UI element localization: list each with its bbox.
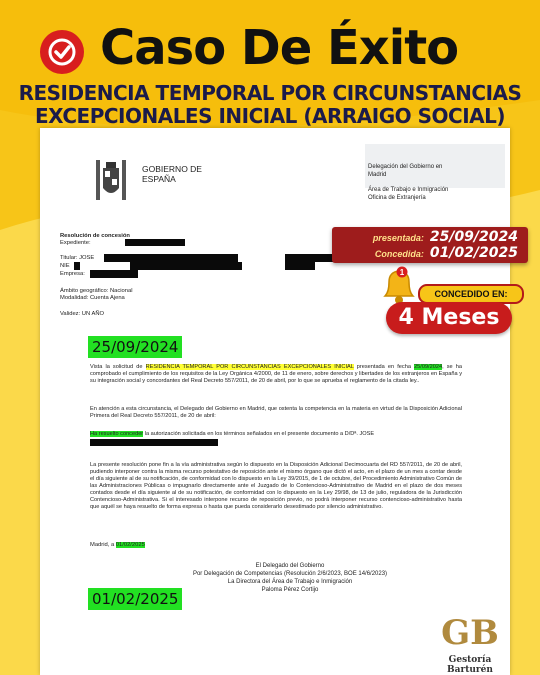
presentada-date: 25/09/2024 (429, 229, 518, 245)
redaction-bar (90, 439, 218, 446)
gov-label: GOBIERNO DE ESPAÑA (142, 164, 202, 184)
expediente-label: Expediente: (60, 240, 91, 246)
presentada-date-highlight: 25/09/2024 (88, 336, 182, 358)
redaction-bar (125, 239, 185, 246)
redaction-bar (74, 262, 80, 270)
paragraph-atencion: En atención a esta circunstancia, el Delegado del Gobierno en Madrid, que ostenta la competencia en la materia en virtud de la Disposición Adicional Primera del Real Decreto 557/2011, de 20 de abril: (90, 406, 462, 419)
brand-name: Gestoría Barturén (447, 655, 493, 675)
resolution-label: Resolución de concesión (60, 233, 130, 239)
concedida-label: Concedida: (374, 249, 424, 259)
concedida-date: 01/02/2025 (429, 245, 518, 261)
check-circle-icon (40, 30, 84, 74)
resolution-document (40, 128, 510, 675)
signature-block: El Delegado del Gobierno Por Delegación de Competencias (Resolución 2/6/2023, BOE 14/6/2023) La Directora del Área de Trabajo e Inmigración Paloma Pérez Cortijo (192, 563, 388, 593)
redaction-bar (90, 270, 138, 278)
paragraph-resuelto: Ha resuelto conceder la autorización solicitada en los términos señalados en el presente documento a D/Dª. JOSE (90, 431, 375, 437)
delegation-label: Delegación del Gobierno en Madrid (368, 164, 443, 178)
ambito-label: Ámbito geográfico: Nacional (60, 288, 133, 294)
coat-of-arms-icon (92, 158, 130, 204)
redaction-bar (104, 254, 238, 262)
gestoria-logo (440, 612, 500, 652)
concedida-date-highlight: 01/02/2025 (88, 588, 182, 610)
meses-badge: 4 Meses (386, 302, 512, 334)
area-label: Área de Trabajo e Inmigración Oficina de Extranjería (368, 187, 449, 201)
page-subtitle: RESIDENCIA TEMPORAL POR CIRCUNSTANCIAS EXCEPCIONALES INICIAL (ARRAIGO SOCIAL) (18, 81, 522, 128)
dates-banner (332, 227, 528, 263)
empresa-label: Empresa: (60, 271, 85, 277)
svg-text:GB: GB (441, 613, 499, 652)
nie-label: NIE (60, 263, 70, 269)
redaction-bar (130, 262, 242, 270)
titular-label: Titular: JOSE (60, 255, 95, 261)
notification-count: 1 (399, 268, 405, 277)
presentada-label: presentada: (372, 233, 424, 243)
validez-label: Validez: UN AÑO (60, 311, 105, 317)
paragraph-solicitud: Vista la solicitud de RESIDENCIA TEMPORAL POR CIRCUNSTANCIAS EXCEPCIONALES INICIAL presentada en fecha 25/09/2024, se ha comprobado el cumplimiento de los requisitos de la Ley Orgánica 4/2000, de 11 de enero, sobre derechos y libertades de los extranjeros en España y su integración social y concordantes del Real Decreto 557/2011, de 20 de abril, por lo que se aprueba el reglamento de la citada ley.. (90, 364, 462, 384)
madrid-date-line: Madrid, a 01/02/2025 (90, 542, 145, 548)
paragraph-recurso: La presente resolución pone fin a la vía administrativa según lo dispuesto en la Disposición Adicional Decimocuarta del RD 557/2011, de 20 de abril, pudiendo interponer contra la misma recurso potestativo de reposición ante el mismo órgano que dictó el acto, en el plazo de un mes a contar desde el día siguiente al de su notificación, de conformidad con lo dispuesto en la Ley 39/2015, de 1 de octubre, del Procedimiento Administrativo Común de las Administraciones Públicas o impugnarlo directamente ante el Juzgado de lo Contencioso-Administrativo de Madrid en el plazo de dos meses contados desde el día siguiente al de su notificación, de conformidad con lo dispuesto en la Ley 29/98, de 13 de julio, reguladora de la Jurisdicción Contencioso-Administrativa. Si el interesado interpone recurso de reposición previo, no podrá interponer recurso contencioso-administrativo hasta que aquél se haya resuelto de forma expresa o hasta que pueda considerarlo desestimado por silencio administrativo. (90, 462, 462, 510)
redaction-bar (285, 262, 315, 270)
page-title: Caso De Éxito (100, 20, 459, 76)
concedido-en-label: CONCEDIDO EN: (418, 284, 524, 304)
modalidad-label: Modalidad: Cuenta Ajena (60, 295, 125, 301)
